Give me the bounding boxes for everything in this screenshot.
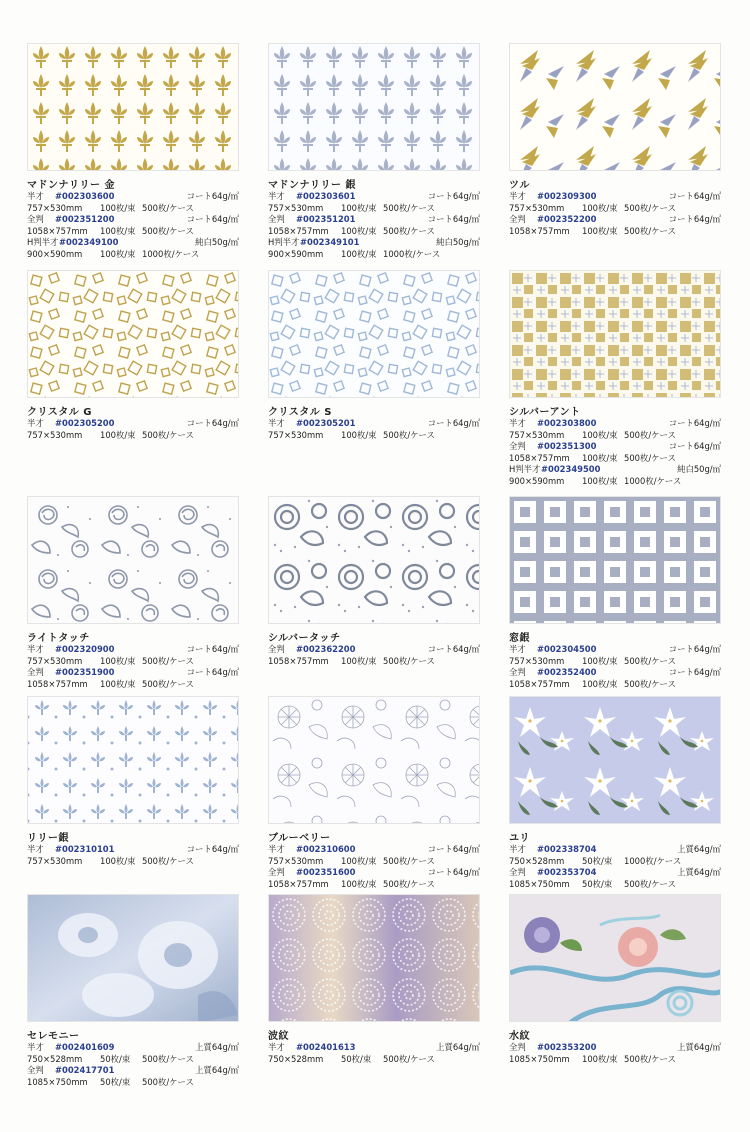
dimensions: 757×530mm [27, 429, 83, 440]
spec-list [27, 191, 239, 260]
paper-type: コート64g/㎡ [427, 214, 480, 224]
spec-list [27, 418, 239, 441]
paper-type: コート64g/㎡ [427, 844, 480, 854]
spec-row [27, 644, 239, 656]
paper-type: コート64g/㎡ [427, 644, 480, 654]
pattern-swatch [27, 43, 239, 171]
paper-type: コート64g/㎡ [186, 191, 239, 201]
sheet-size: 半才 [509, 418, 526, 428]
sheet-size: H判半才 [509, 464, 541, 474]
dimensions: 757×530mm [268, 855, 324, 866]
sheet-size: 半才 [268, 418, 285, 428]
paper-type: コート64g/㎡ [186, 667, 239, 677]
case-qty: 500枚/ケース [383, 878, 435, 889]
sheet-size: 半才 [27, 418, 44, 428]
case-qty: 500枚/ケース [142, 655, 194, 666]
case-qty: 500枚/ケース [383, 429, 435, 440]
product-code: #002353704 [537, 867, 597, 877]
bundle-qty: 100枚/束 [341, 225, 377, 236]
spec-row [509, 430, 721, 442]
case-qty: 500枚/ケース [624, 878, 676, 889]
sheet-size: 全判 [268, 867, 285, 877]
case-qty: 500枚/ケース [142, 1076, 194, 1087]
case-qty: 500枚/ケース [624, 429, 676, 440]
spec-list [268, 844, 480, 890]
product-name: ツル [509, 180, 530, 191]
spec-row [509, 867, 721, 879]
spec-row [27, 679, 239, 691]
spec-row [509, 476, 721, 488]
bundle-qty: 100枚/束 [582, 475, 618, 486]
spec-row [268, 1054, 480, 1066]
spec-row [509, 844, 721, 856]
spec-row [268, 249, 480, 261]
product-code: #002303800 [537, 418, 597, 428]
sheet-size: 全判 [268, 214, 285, 224]
bundle-qty: 50枚/束 [341, 1053, 372, 1064]
spec-row [509, 879, 721, 891]
spec-row [509, 464, 721, 476]
case-qty: 500枚/ケース [624, 225, 676, 236]
case-qty: 500枚/ケース [624, 655, 676, 666]
spec-row [509, 679, 721, 691]
sheet-size: 全判 [509, 867, 526, 877]
dimensions: 1058×757mm [268, 878, 329, 889]
bundle-qty: 50枚/束 [582, 878, 613, 889]
spec-row [268, 656, 480, 668]
dimensions: 757×530mm [509, 202, 565, 213]
spec-row [27, 667, 239, 679]
case-qty: 500枚/ケース [142, 429, 194, 440]
bundle-qty: 100枚/束 [341, 248, 377, 259]
dimensions: 1085×750mm [27, 1076, 88, 1087]
spec-row [268, 844, 480, 856]
product-code: #002351300 [537, 441, 597, 451]
paper-type: コート64g/㎡ [427, 418, 480, 428]
dimensions: 1058×757mm [27, 678, 88, 689]
dimensions: 750×528mm [509, 855, 565, 866]
product-name: シルバーアント [509, 407, 581, 418]
spec-row [27, 249, 239, 261]
dimensions: 750×528mm [268, 1053, 324, 1064]
bundle-qty: 100枚/束 [582, 1053, 618, 1064]
dimensions: 757×530mm [509, 655, 565, 666]
dimensions: 900×590mm [509, 475, 565, 486]
paper-type: コート64g/㎡ [668, 191, 721, 201]
paper-type: コート64g/㎡ [427, 191, 480, 201]
sheet-size: 全判 [27, 1065, 44, 1075]
spec-row [509, 667, 721, 679]
sheet-size: H判半才 [268, 237, 300, 247]
product-code: #002320900 [55, 644, 115, 654]
dimensions: 1085×750mm [509, 1053, 570, 1064]
spec-row [27, 203, 239, 215]
paper-type: コート64g/㎡ [427, 867, 480, 877]
paper-type: 上質64g/㎡ [677, 1042, 721, 1052]
product-code: #002401613 [296, 1042, 356, 1052]
case-qty: 500枚/ケース [624, 452, 676, 463]
product-code: #002303601 [296, 191, 356, 201]
bundle-qty: 100枚/束 [100, 855, 136, 866]
dimensions: 757×530mm [27, 855, 83, 866]
product-code: #002351200 [55, 214, 115, 224]
spec-row [27, 656, 239, 668]
dimensions: 757×530mm [268, 202, 324, 213]
product-name: クリスタル G [27, 407, 92, 418]
sheet-size: 半才 [27, 1042, 44, 1052]
paper-type: コート64g/㎡ [668, 441, 721, 451]
spec-row [27, 1042, 239, 1054]
spec-row [268, 430, 480, 442]
bundle-qty: 100枚/束 [582, 678, 618, 689]
spec-list [509, 844, 721, 890]
spec-list [27, 1042, 239, 1088]
product-code: #002351600 [296, 867, 356, 877]
sheet-size: 全判 [509, 1042, 526, 1052]
product-name: マドンナリリー 銀 [268, 180, 356, 191]
bundle-qty: 100枚/束 [100, 678, 136, 689]
spec-row [268, 418, 480, 430]
bundle-qty: 100枚/束 [341, 202, 377, 213]
pattern-swatch [509, 270, 721, 398]
product-code: #002362200 [296, 644, 356, 654]
paper-type: 純白50g/㎡ [436, 237, 480, 247]
bundle-qty: 100枚/束 [582, 202, 618, 213]
case-qty: 1000枚/ケース [624, 475, 682, 486]
case-qty: 500枚/ケース [624, 202, 676, 213]
product-code: #002303600 [55, 191, 115, 201]
spec-row [509, 191, 721, 203]
spec-row [509, 203, 721, 215]
spec-row [268, 644, 480, 656]
paper-type: コート64g/㎡ [668, 667, 721, 677]
pattern-swatch [509, 43, 721, 171]
product-code: #002305200 [55, 418, 115, 428]
spec-list [27, 844, 239, 867]
paper-type: コート64g/㎡ [668, 418, 721, 428]
pattern-swatch [268, 496, 480, 624]
spec-row [27, 226, 239, 238]
product-code: #002352200 [537, 214, 597, 224]
sheet-size: H判半才 [27, 237, 59, 247]
case-qty: 500枚/ケース [383, 1053, 435, 1064]
spec-row [268, 191, 480, 203]
product-name: 水紋 [509, 1031, 530, 1042]
pattern-swatch [509, 496, 721, 624]
spec-row [27, 214, 239, 226]
paper-type: 上質64g/㎡ [195, 1065, 239, 1075]
spec-row [268, 867, 480, 879]
product-name: 波紋 [268, 1031, 289, 1042]
spec-list [27, 644, 239, 690]
product-name: クリスタル S [268, 407, 332, 418]
bundle-qty: 100枚/束 [100, 202, 136, 213]
spec-row [509, 1054, 721, 1066]
bundle-qty: 50枚/束 [582, 855, 613, 866]
product-code: #002349101 [300, 237, 360, 247]
dimensions: 1058×757mm [268, 655, 329, 666]
spec-list [509, 644, 721, 690]
product-code: #002352400 [537, 667, 597, 677]
spec-row [268, 226, 480, 238]
bundle-qty: 100枚/束 [341, 429, 377, 440]
pattern-swatch [268, 270, 480, 398]
paper-type: コート64g/㎡ [186, 844, 239, 854]
spec-row [509, 453, 721, 465]
dimensions: 757×530mm [268, 429, 324, 440]
spec-row [509, 418, 721, 430]
product-code: #002309300 [537, 191, 597, 201]
sheet-size: 全判 [509, 214, 526, 224]
pattern-swatch [27, 270, 239, 398]
paper-type: コート64g/㎡ [186, 418, 239, 428]
paper-type: 上質64g/㎡ [436, 1042, 480, 1052]
spec-row [27, 856, 239, 868]
sheet-size: 全判 [27, 214, 44, 224]
pattern-swatch [268, 43, 480, 171]
pattern-swatch [27, 894, 239, 1022]
case-qty: 500枚/ケース [383, 855, 435, 866]
product-name: ユリ [509, 833, 530, 844]
paper-type: 上質64g/㎡ [195, 1042, 239, 1052]
spec-row [27, 418, 239, 430]
spec-list [509, 418, 721, 487]
spec-row [509, 644, 721, 656]
bundle-qty: 100枚/束 [582, 655, 618, 666]
case-qty: 1000枚/ケース [624, 855, 682, 866]
case-qty: 500枚/ケース [142, 202, 194, 213]
product-name: ライトタッチ [27, 633, 90, 644]
case-qty: 500枚/ケース [142, 1053, 194, 1064]
spec-row [509, 214, 721, 226]
bundle-qty: 100枚/束 [100, 655, 136, 666]
spec-row [268, 203, 480, 215]
spec-row [509, 1042, 721, 1054]
dimensions: 1058×757mm [509, 452, 570, 463]
pattern-swatch [509, 696, 721, 824]
dimensions: 1058×757mm [27, 225, 88, 236]
dimensions: 1058×757mm [509, 678, 570, 689]
spec-row [27, 1077, 239, 1089]
spec-row [268, 856, 480, 868]
paper-type: コート64g/㎡ [668, 214, 721, 224]
case-qty: 500枚/ケース [142, 855, 194, 866]
bundle-qty: 100枚/束 [582, 429, 618, 440]
case-qty: 1000枚/ケース [383, 248, 441, 259]
product-code: #002310101 [55, 844, 115, 854]
case-qty: 500枚/ケース [383, 202, 435, 213]
paper-type: 上質64g/㎡ [677, 844, 721, 854]
dimensions: 900×590mm [27, 248, 83, 259]
bundle-qty: 100枚/束 [582, 452, 618, 463]
bundle-qty: 100枚/束 [100, 225, 136, 236]
spec-row [268, 879, 480, 891]
bundle-qty: 100枚/束 [341, 855, 377, 866]
spec-row [509, 226, 721, 238]
product-code: #002310600 [296, 844, 356, 854]
case-qty: 1000枚/ケース [142, 248, 200, 259]
product-code: #002417701 [55, 1065, 115, 1075]
spec-row [268, 1042, 480, 1054]
sheet-size: 半才 [509, 644, 526, 654]
product-name: リリー銀 [27, 833, 69, 844]
sheet-size: 半才 [509, 844, 526, 854]
paper-type: コート64g/㎡ [186, 214, 239, 224]
bundle-qty: 50枚/束 [100, 1053, 131, 1064]
paper-type: コート64g/㎡ [668, 644, 721, 654]
sheet-size: 全判 [268, 644, 285, 654]
sheet-size: 全判 [509, 667, 526, 677]
spec-row [268, 237, 480, 249]
case-qty: 500枚/ケース [142, 225, 194, 236]
dimensions: 757×530mm [27, 655, 83, 666]
paper-type: 純白50g/㎡ [195, 237, 239, 247]
product-code: #002351900 [55, 667, 115, 677]
spec-row [27, 191, 239, 203]
spec-list [268, 191, 480, 260]
case-qty: 500枚/ケース [383, 655, 435, 666]
spec-row [27, 430, 239, 442]
pattern-swatch [27, 496, 239, 624]
product-name: セレモニー [27, 1031, 80, 1042]
pattern-swatch [27, 696, 239, 824]
spec-list [268, 418, 480, 441]
sheet-size: 全判 [509, 441, 526, 451]
spec-row [27, 237, 239, 249]
dimensions: 757×530mm [27, 202, 83, 213]
bundle-qty: 100枚/束 [582, 225, 618, 236]
paper-type: コート64g/㎡ [186, 644, 239, 654]
product-code: #002338704 [537, 844, 597, 854]
pattern-swatch [268, 696, 480, 824]
sheet-size: 半才 [509, 191, 526, 201]
spec-row [509, 441, 721, 453]
dimensions: 1085×750mm [509, 878, 570, 889]
case-qty: 500枚/ケース [624, 1053, 676, 1064]
bundle-qty: 50枚/束 [100, 1076, 131, 1087]
product-name: ブルーベリー [268, 833, 331, 844]
case-qty: 500枚/ケース [383, 225, 435, 236]
dimensions: 757×530mm [509, 429, 565, 440]
dimensions: 1058×757mm [509, 225, 570, 236]
spec-row [268, 214, 480, 226]
dimensions: 750×528mm [27, 1053, 83, 1064]
spec-row [27, 844, 239, 856]
product-code: #002401609 [55, 1042, 115, 1052]
case-qty: 500枚/ケース [142, 678, 194, 689]
spec-list [268, 644, 480, 667]
sheet-size: 半才 [27, 644, 44, 654]
bundle-qty: 100枚/束 [100, 429, 136, 440]
product-name: 窓銀 [509, 633, 530, 644]
product-code: #002349100 [59, 237, 119, 247]
sheet-size: 半才 [27, 191, 44, 201]
product-code: #002304500 [537, 644, 597, 654]
product-code: #002349500 [541, 464, 601, 474]
spec-list [509, 191, 721, 237]
sheet-size: 半才 [27, 844, 44, 854]
dimensions: 1058×757mm [268, 225, 329, 236]
paper-type: 純白50g/㎡ [677, 464, 721, 474]
bundle-qty: 100枚/束 [341, 878, 377, 889]
product-code: #002351201 [296, 214, 356, 224]
spec-row [509, 656, 721, 668]
sheet-size: 全判 [27, 667, 44, 677]
product-name: シルバータッチ [268, 633, 341, 644]
spec-list [268, 1042, 480, 1065]
bundle-qty: 100枚/束 [341, 655, 377, 666]
bundle-qty: 100枚/束 [100, 248, 136, 259]
dimensions: 900×590mm [268, 248, 324, 259]
case-qty: 500枚/ケース [624, 678, 676, 689]
sheet-size: 半才 [268, 844, 285, 854]
pattern-swatch [268, 894, 480, 1022]
spec-list [509, 1042, 721, 1065]
spec-row [27, 1054, 239, 1066]
product-name: マドンナリリー 金 [27, 180, 115, 191]
paper-type: 上質64g/㎡ [677, 867, 721, 877]
product-code: #002305201 [296, 418, 356, 428]
spec-row [27, 1065, 239, 1077]
product-code: #002353200 [537, 1042, 597, 1052]
sheet-size: 半才 [268, 1042, 285, 1052]
pattern-swatch [509, 894, 721, 1022]
spec-row [509, 856, 721, 868]
sheet-size: 半才 [268, 191, 285, 201]
